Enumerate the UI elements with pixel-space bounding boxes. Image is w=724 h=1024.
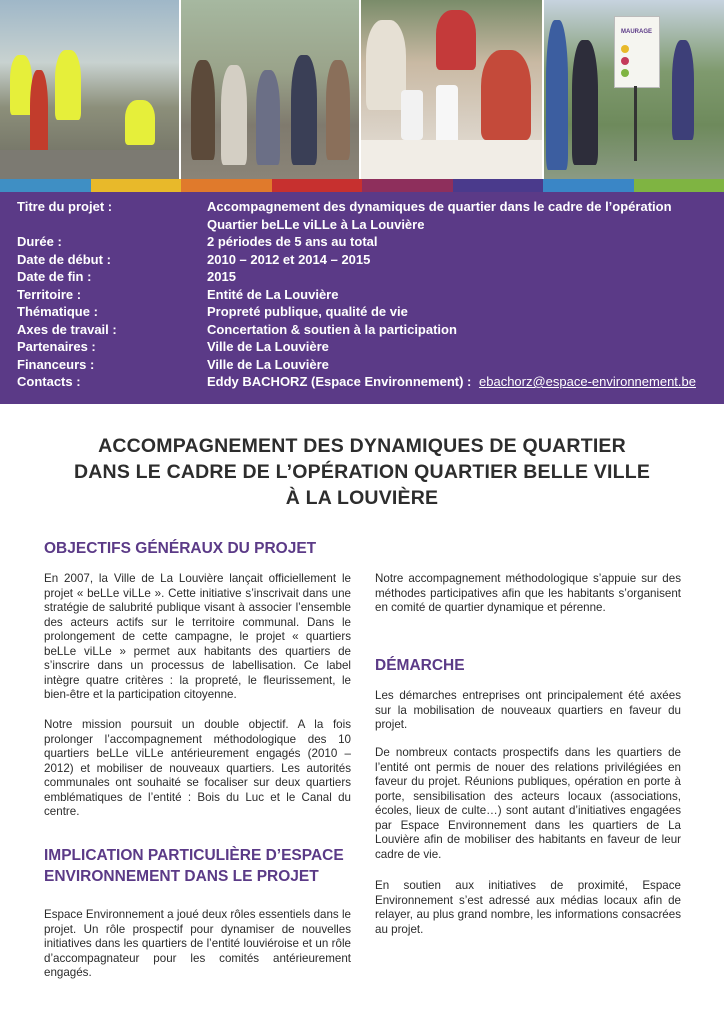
paragraph-methodology: Notre accompagnement méthodologique s’appuie sur des méthodes participatives afin que les habitants s’organisent en comité de quartier dynamique et pérenne.	[375, 572, 681, 614]
info-label-axes: Axes de travail :	[17, 321, 117, 337]
color-band-segment	[543, 179, 634, 192]
info-value-financeurs: Ville de La Louvière	[207, 356, 329, 372]
info-label-thematique: Thématique :	[17, 304, 98, 319]
maurage-sign	[614, 16, 660, 88]
info-value-title: Accompagnement des dynamiques de quartier dans le cadre de l’opération	[207, 199, 672, 214]
project-info-panel	[0, 192, 724, 404]
info-value-partenaires: Ville de La Louvière	[207, 339, 329, 354]
heading-demarche: DÉMARCHE	[375, 657, 465, 674]
photo-volunteers-street	[0, 0, 179, 179]
info-label-debut: Date de début :	[17, 251, 111, 267]
color-band-segment	[91, 179, 182, 192]
paragraph-demarche-1: Les démarches entreprises ont principalement été axées sur la mobilisation de nouveaux quartiers en faveur du projet.	[375, 689, 681, 731]
color-band-segment	[634, 179, 724, 192]
page-title-line-3: À LA LOUVIÈRE	[285, 487, 439, 509]
info-value-debut: 2010 – 2012 et 2014 – 2015	[207, 251, 371, 267]
contact-name: Eddy BACHORZ (Espace Environnement) :	[207, 374, 472, 389]
info-label-title: Titre du projet :	[17, 199, 113, 214]
photo-sign-park	[544, 0, 724, 179]
info-label-financeurs: Financeurs :	[17, 356, 95, 372]
info-label-duree: Durée :	[17, 234, 62, 249]
heading-objectifs: OBJECTIFS GÉNÉRAUX DU PROJET	[44, 540, 317, 557]
paragraph-implication: Espace Environnement a joué deux rôles essentiels dans le projet. Un rôle prospectif pour dynamiser de nouvelles initiatives dans les quartiers de l’entité louviéroise et un rôle d’accompagnateur pour les comités antérieurement engagés.	[44, 908, 351, 979]
page-title	[40, 433, 684, 511]
info-value-axes: Concertation & soutien à la participation	[207, 321, 457, 337]
paragraph-demarche-2: De nombreux contacts prospectifs dans les quartiers de l’entité ont permis de nouer des relations privilégiées en faveur du projet. Réunions publiques, opération en porte à porte, sensibilisation des acteurs locaux (associations, écoles, lieux de culte…) sont autant d’initiatives engagées par Espace Environnement dans les quartiers de La Louvière afin de mobiliser des habitants en faveur de leur cadre de vie.	[375, 746, 681, 861]
photo-drinks-table	[361, 0, 542, 179]
color-band-segment	[181, 179, 272, 192]
info-value-fin: 2015	[207, 269, 236, 284]
info-value-territoire: Entité de La Louvière	[207, 286, 339, 302]
contact-email-link[interactable]: ebachorz@espace-environnement.be	[479, 374, 696, 389]
photo-residents-meeting	[181, 0, 360, 179]
info-label-fin: Date de fin :	[17, 269, 92, 284]
info-value-thematique: Propreté publique, qualité de vie	[207, 304, 408, 319]
maurage-sign-text: MAURAGE	[621, 29, 652, 35]
heading-implication-line-1: IMPLICATION PARTICULIÈRE D’ESPACE	[44, 847, 344, 864]
color-band-segment	[362, 179, 453, 192]
heading-implication-line-2: ENVIRONNEMENT DANS LE PROJET	[44, 868, 319, 885]
info-value-title-cont: Quartier beLLe viLLe à La Louvière	[207, 216, 425, 232]
info-value-duree: 2 périodes de 5 ans au total	[207, 234, 378, 249]
info-label-contacts: Contacts :	[17, 374, 81, 389]
paragraph-demarche-3: En soutien aux initiatives de proximité, Espace Environnement s’est adressé aux médias locaux afin de relayer, au plus grand nombre, les informations consacrées au projet.	[375, 879, 681, 936]
color-band-segment	[272, 179, 363, 192]
color-band-segment	[0, 179, 91, 192]
info-value-contacts	[207, 373, 696, 391]
page-title-line-2: DANS LE CADRE DE L’OPÉRATION QUARTIER BELLE VILLE	[73, 461, 651, 483]
photo-strip	[0, 0, 724, 179]
paragraph-objectifs-1: En 2007, la Ville de La Louvière lançait officiellement le projet « beLLe viLLe ». Cette initiative s’inscrivait dans une stratégie de salubrité publique visant à associer l’ensemble des acteurs actifs sur le territoire communal. Dans le prolongement de cette campagne, le projet « quartiers beLLe viLLe » permet aux habitants des quartiers de s’inscrire dans un processus de labellisation. Ce label intègre quatre critères : la propreté, le fleurissement, le bien-être et la participation citoyenne.	[44, 572, 351, 701]
color-band-segment	[453, 179, 544, 192]
paragraph-objectifs-2: Notre mission poursuit un double objectif. A la fois prolonger l’accompagnement méthodologique des 10 quartiers beLLe viLLe antérieurement engagés (2010 – 2012) et mobiliser de nouveaux quartiers. Les autorités communales ont souhaité se focaliser sur deux quartiers emblématiques de l’entité : Bois du Luc et le Canal du centre.	[44, 718, 351, 818]
page-title-line-1: ACCOMPAGNEMENT DES DYNAMIQUES DE QUARTIER	[98, 435, 626, 457]
info-label-partenaires: Partenaires :	[17, 339, 96, 354]
color-band	[0, 179, 724, 192]
heading-implication	[44, 845, 344, 887]
info-label-territoire: Territoire :	[17, 286, 82, 302]
